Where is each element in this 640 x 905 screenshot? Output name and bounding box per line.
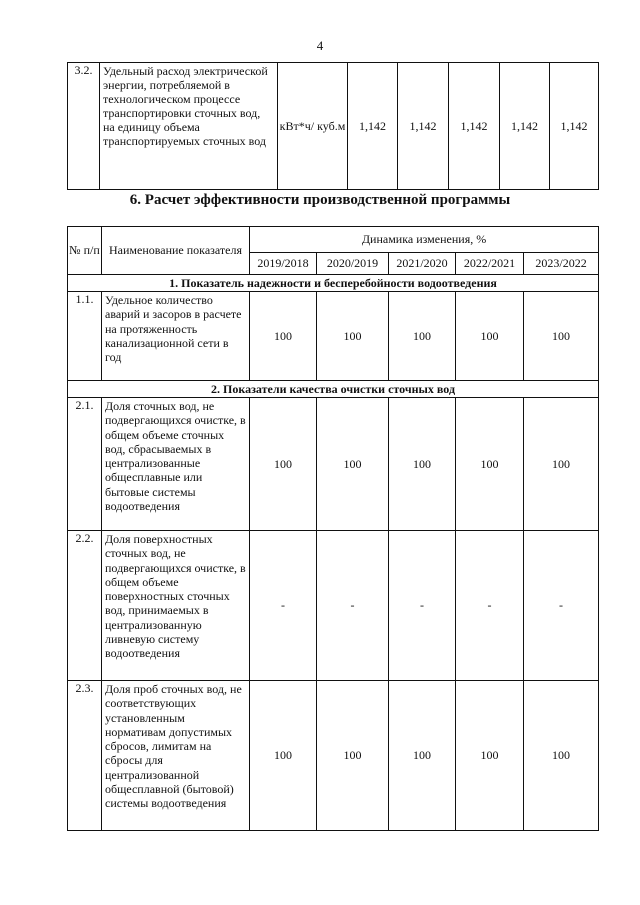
value-cell: 100 — [250, 398, 317, 531]
value-cell: - — [250, 531, 317, 681]
value-cell: 100 — [524, 398, 599, 531]
row-label: Доля поверхностных сточных вод, не подвергающихся очистке, в общем объеме поверхностных сточных вод, принимаемых в централизованную ливневую систему водоотведения — [102, 531, 250, 681]
value-cell: 100 — [389, 681, 456, 831]
page-number: 4 — [316, 38, 324, 53]
value-cell: 100 — [250, 681, 317, 831]
value-cell: 1,142 — [500, 63, 550, 190]
table-row — [68, 531, 599, 681]
top-table — [67, 62, 599, 190]
value-cell: 100 — [524, 681, 599, 831]
header-year: 2021/2020 — [389, 253, 456, 275]
section-heading: 2. Показатели качества очистки сточных вод — [68, 381, 599, 398]
row-label: Удельный расход электрической энергии, потребляемой в технологическом процессе транспортировки сточных вод, на единицу объема транспортируемых сточных вод — [100, 63, 278, 190]
value-cell: 100 — [456, 681, 524, 831]
value-cell: - — [317, 531, 389, 681]
value-cell: 100 — [456, 292, 524, 381]
value-cell: - — [524, 531, 599, 681]
header-year: 2022/2021 — [456, 253, 524, 275]
table-row — [68, 681, 599, 831]
value-cell: 1,142 — [348, 63, 398, 190]
value-cell: 100 — [317, 398, 389, 531]
value-cell: 100 — [389, 292, 456, 381]
value-cell: 1,142 — [449, 63, 500, 190]
table-row — [68, 63, 599, 190]
header-dynamics: Динамика изменения, % — [250, 227, 599, 253]
value-cell: 1,142 — [550, 63, 599, 190]
header-name: Наименование показателя — [102, 227, 250, 275]
row-number: 3.2. — [68, 63, 100, 190]
header-number: № п/п — [68, 227, 102, 275]
section-title: 6. Расчет эффективности производственной программы — [129, 192, 511, 208]
value-cell: 100 — [317, 292, 389, 381]
row-label: Доля сточных вод, не подвергающихся очистке, в общем объеме сточных вод, сбрасываемых в централизованные общесплавные или бытовые системы водоотведения — [102, 398, 250, 531]
value-cell: 100 — [456, 398, 524, 531]
value-cell: 100 — [524, 292, 599, 381]
value-cell: - — [456, 531, 524, 681]
row-number: 2.2. — [68, 531, 102, 681]
row-number: 2.1. — [68, 398, 102, 531]
table-row — [68, 398, 599, 531]
header-year: 2020/2019 — [317, 253, 389, 275]
value-cell: 100 — [317, 681, 389, 831]
row-number: 2.3. — [68, 681, 102, 831]
section-heading: 1. Показатель надежности и бесперебойности водоотведения — [68, 275, 599, 292]
unit-cell: кВт*ч/ куб.м — [278, 63, 348, 190]
value-cell: 100 — [250, 292, 317, 381]
row-label: Доля проб сточных вод, не соответствующих установленным нормативам допустимых сбросов, лимитам на сбросы для централизованной общесплавной (бытовой) системы водоотведения — [102, 681, 250, 831]
table-row — [68, 292, 599, 381]
value-cell: 1,142 — [398, 63, 449, 190]
header-year: 2019/2018 — [250, 253, 317, 275]
value-cell: 100 — [389, 398, 456, 531]
header-year: 2023/2022 — [524, 253, 599, 275]
row-label: Удельное количество аварий и засоров в расчете на протяженность канализационной сети в год — [102, 292, 250, 381]
row-number: 1.1. — [68, 292, 102, 381]
value-cell: - — [389, 531, 456, 681]
efficiency-table — [67, 226, 599, 831]
